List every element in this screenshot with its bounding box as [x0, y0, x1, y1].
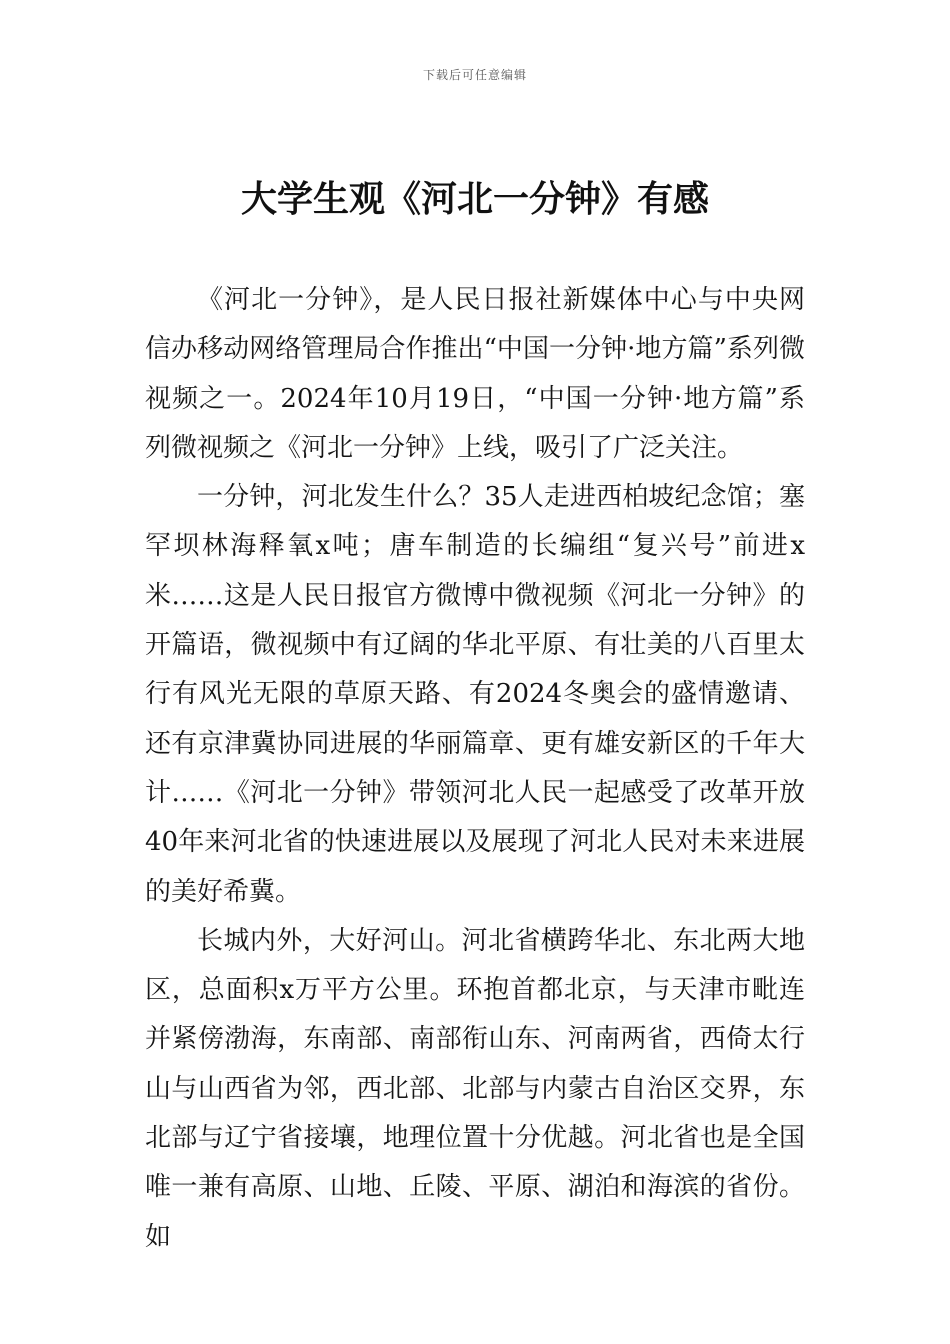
paragraph-intro: 《河北一分钟》，是人民日报社新媒体中心与中央网信办移动网络管理局合作推出“中国一分钟·地方篇”系列微视频之一。2024年10月19日，“中国一分钟·地方篇”系列微视频之《河北一分钟》上线，吸引了广泛关注。	[145, 285, 805, 463]
paragraph-geography: 长城内外，大好河山。河北省横跨华北、东北两大地区，总面积x万平方公里。环抱首都北京，与天津市毗连并紧傍渤海，东南部、南部衔山东、河南两省，西倚太行山与山西省为邻，西北部、北部与内蒙古自治区交界，东北部与辽宁省接壤，地理位置十分优越。河北省也是全国唯一兼有高原、山地、丘陵、平原、湖泊和海滨的省份。如	[145, 925, 805, 1252]
download-note: 下载后可任意编辑	[422, 68, 527, 82]
paragraph-one-minute: 一分钟，河北发生什么？35人走进西柏坡纪念馆；塞罕坝林海释氧x吨；唐车制造的长编组“复兴号”前进x米……这是人民日报官方微博中微视频《河北一分钟》的开篇语，微视频中有辽阔的华北平原、有壮美的八百里太行有风光无限的草原天路、有2024冬奥会的盛情邀请、还有京津冀协同进展的华丽篇章、更有雄安新区的千年大计……《河北一分钟》带领河北人民一起感受了改革开放40年来河北省的快速进展以及展现了河北人民对未来进展的美好希冀。	[145, 482, 805, 907]
document-title: 大学生观《河北一分钟》有感	[240, 179, 709, 220]
document-body	[145, 276, 805, 1262]
